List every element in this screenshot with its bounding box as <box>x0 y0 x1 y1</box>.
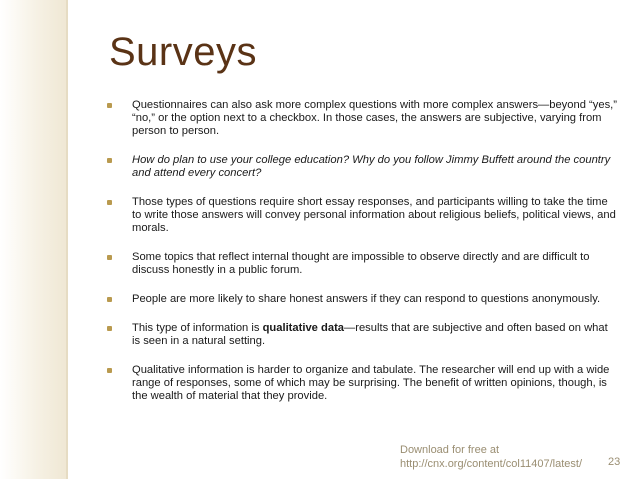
bullet-text-prefix: This type of information is <box>132 322 263 334</box>
bullet-text: Some topics that reflect internal thought are impossible to observe directly and are difficult to discuss honestly in a public forum. <box>132 251 590 276</box>
bullet-item <box>107 99 617 138</box>
bullet-square-icon <box>107 326 112 331</box>
bullet-item <box>107 322 617 348</box>
bullet-text: Questionnaires can also ask more complex questions with more complex answers—beyond “yes,” “no,” or the option next to a checkbox. In those cases, the answers are subjective, varying from person to person. <box>132 99 618 137</box>
slide-title: Surveys <box>109 30 257 74</box>
bullet-square-icon <box>107 158 112 163</box>
bullet-item <box>107 364 617 403</box>
decorative-side-band <box>0 0 68 479</box>
bullet-square-icon <box>107 103 112 108</box>
footer-link[interactable]: http://cnx.org/content/col11407/latest/ <box>400 458 583 470</box>
bullet-text-bold-term: qualitative data <box>262 322 345 334</box>
bullet-list <box>107 99 617 403</box>
bullet-text: Those types of questions require short essay responses, and participants willing to take the time to write those answers will convey personal information about religious beliefs, political views, and morals. <box>132 196 616 234</box>
bullet-text-suffix: —results that are subjective and often based on what is seen in a natural setting. <box>132 322 608 347</box>
bullet-text-italic: How do plan to use your college education? Why do you follow Jimmy Buffett around the country and attend every concert? <box>132 154 611 179</box>
decorative-divider <box>66 0 68 479</box>
bullet-item <box>107 293 617 306</box>
bullet-square-icon <box>107 368 112 373</box>
footer-line-1: Download for free at <box>400 444 500 456</box>
bullet-square-icon <box>107 255 112 260</box>
bullet-square-icon <box>107 297 112 302</box>
bullet-item <box>107 196 617 235</box>
footer-attribution <box>400 443 582 471</box>
bullet-item <box>107 251 617 277</box>
bullet-text: People are more likely to share honest answers if they can respond to questions anonymously. <box>132 293 601 305</box>
bullet-item <box>107 154 617 180</box>
page-number: 23 <box>608 456 621 468</box>
bullet-square-icon <box>107 200 112 205</box>
bullet-text: Qualitative information is harder to organize and tabulate. The researcher will end up with a wide range of responses, some of which may be surprising. The benefit of written opinions, though, is the wealth of material that they provide. <box>132 364 610 402</box>
